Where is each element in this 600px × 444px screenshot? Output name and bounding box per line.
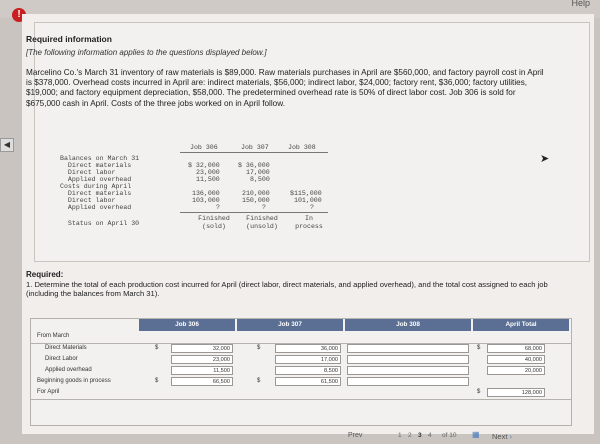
grid-input-job308[interactable] (347, 355, 469, 364)
required-info-title: Required information (26, 34, 112, 44)
job-cell: ? (310, 204, 314, 211)
mouse-cursor-icon: ➤ (540, 153, 550, 165)
alert-icon: ! (12, 8, 26, 22)
grid-header-job306: Job 306 (139, 319, 235, 331)
job-header-308: Job 308 (288, 144, 316, 151)
job-cell: 17,000 (246, 169, 270, 176)
grid-header-april-total: April Total (473, 319, 569, 331)
problem-text: Marcelino Co.'s March 31 inventory of raw materials is $89,000. Raw materials purchases in April are $560,000, and factory payroll cost in April is $378,000. Overhead costs incurred in April are: indirect materials, $56,000; indirect labor, $24,000; factory rent, $36,000; factory utilities, $19,000; and factory equipment depreciation, $58,000. The predetermined overhead rate is 50% of direct labor cost. Job 306 is sold for $675,000 cash in April. Costs of the three jobs worked on in April follow. (26, 68, 544, 108)
grid-row-label: Beginning goods in process (37, 378, 111, 384)
grid-input-job307[interactable]: 8,500 (275, 366, 341, 375)
grid-row-label: Direct Materials (45, 345, 87, 351)
job-status-rule (180, 212, 328, 213)
job-status-308: In process (295, 215, 323, 230)
grid-input-job308[interactable] (347, 366, 469, 375)
job-row-label: Costs during April (60, 183, 132, 190)
job-cell: 103,000 (192, 197, 220, 204)
dollar-sign: $ (477, 345, 481, 351)
page-count: of 10 (442, 432, 457, 439)
grid-header-job308: Job 308 (345, 319, 471, 331)
job-header-307: Job 307 (241, 144, 269, 151)
page-link-4[interactable]: 4 (428, 432, 432, 439)
grid-input-total[interactable]: 20,000 (487, 366, 545, 375)
dollar-sign: $ (155, 378, 159, 384)
grid-input-total[interactable]: 128,000 (487, 388, 545, 397)
grid-row-label: From March (37, 333, 70, 339)
grid-input-total[interactable]: 40,000 (487, 355, 545, 364)
job-row-label: Direct materials (60, 162, 132, 169)
job-row-label: Direct labor (60, 197, 116, 204)
job-cell: 11,500 (196, 176, 220, 183)
chevron-right-icon: › (509, 432, 513, 441)
grid-input-job306[interactable]: 11,500 (171, 366, 233, 375)
job-header-rule (180, 152, 328, 153)
grid-row-label: Applied overhead (45, 367, 92, 373)
next-button[interactable] (492, 432, 512, 441)
job-cell: ? (262, 204, 266, 211)
dollar-sign: $ (257, 378, 261, 384)
grid-input-job307[interactable]: 17,000 (275, 355, 341, 364)
expand-arrow-icon[interactable]: ◀ (0, 138, 14, 152)
grid-divider (31, 399, 571, 400)
required-instruction: 1. Determine the total of each production cost incurred for April (direct labor, direct materials, and applied overhead), and the total cost assigned to each job (including the balances from March 31). (26, 280, 548, 299)
grid-input-job307[interactable]: 61,500 (275, 377, 341, 386)
grid-header-job307: Job 307 (237, 319, 343, 331)
job-cell: 210,000 (242, 190, 270, 197)
grid-input-job306[interactable]: 23,000 (171, 355, 233, 364)
dollar-sign: $ (477, 389, 481, 395)
grid-input-job306[interactable]: 66,500 (171, 377, 233, 386)
job-cell: $ 32,000 (188, 162, 220, 169)
job-header-306: Job 306 (190, 144, 218, 151)
answer-grid (30, 318, 572, 426)
job-row-label: Balances on March 31 (60, 155, 140, 162)
dollar-sign: $ (257, 345, 261, 351)
job-row-label: Applied overhead (60, 176, 132, 183)
job-cell: 136,000 (192, 190, 220, 197)
job-row-label: Applied overhead (60, 204, 132, 211)
job-cell: ? (216, 204, 220, 211)
job-row-label: Status on April 30 (60, 220, 140, 227)
page-link-2[interactable]: 2 (408, 432, 412, 439)
grid-input-job306[interactable]: 32,000 (171, 344, 233, 353)
dollar-sign: $ (155, 345, 159, 351)
job-status-306: Finished (sold) (198, 215, 230, 230)
next-label: Next (492, 432, 508, 441)
job-cell: 23,000 (196, 169, 220, 176)
required-heading: Required: (26, 270, 64, 279)
grid-row-label: For April (37, 389, 60, 395)
help-link[interactable]: Help (571, 0, 590, 8)
job-cell: $115,000 (290, 190, 322, 197)
job-cell: $ 36,000 (238, 162, 270, 169)
job-status-307: Finished (unsold) (246, 215, 278, 230)
prev-button[interactable]: Prev (348, 432, 363, 439)
grid-input-total[interactable]: 68,000 (487, 344, 545, 353)
job-row-label: Direct materials (60, 190, 132, 197)
page-link-1[interactable]: 1 (398, 432, 402, 439)
grid-row-label: Direct Labor (45, 356, 78, 362)
job-cell: 150,000 (242, 197, 270, 204)
grid-input-job307[interactable]: 36,000 (275, 344, 341, 353)
job-cell: 8,500 (250, 176, 270, 183)
page-link-3[interactable]: 3 (418, 432, 422, 439)
job-row-label: Direct labor (60, 169, 116, 176)
grid-input-job308[interactable] (347, 344, 469, 353)
grid-input-job308[interactable] (347, 377, 469, 386)
grid-view-icon[interactable]: ▦ (472, 430, 480, 439)
job-cell: 101,000 (294, 197, 322, 204)
required-info-subtitle: [The following information applies to the questions displayed below.] (26, 48, 267, 57)
